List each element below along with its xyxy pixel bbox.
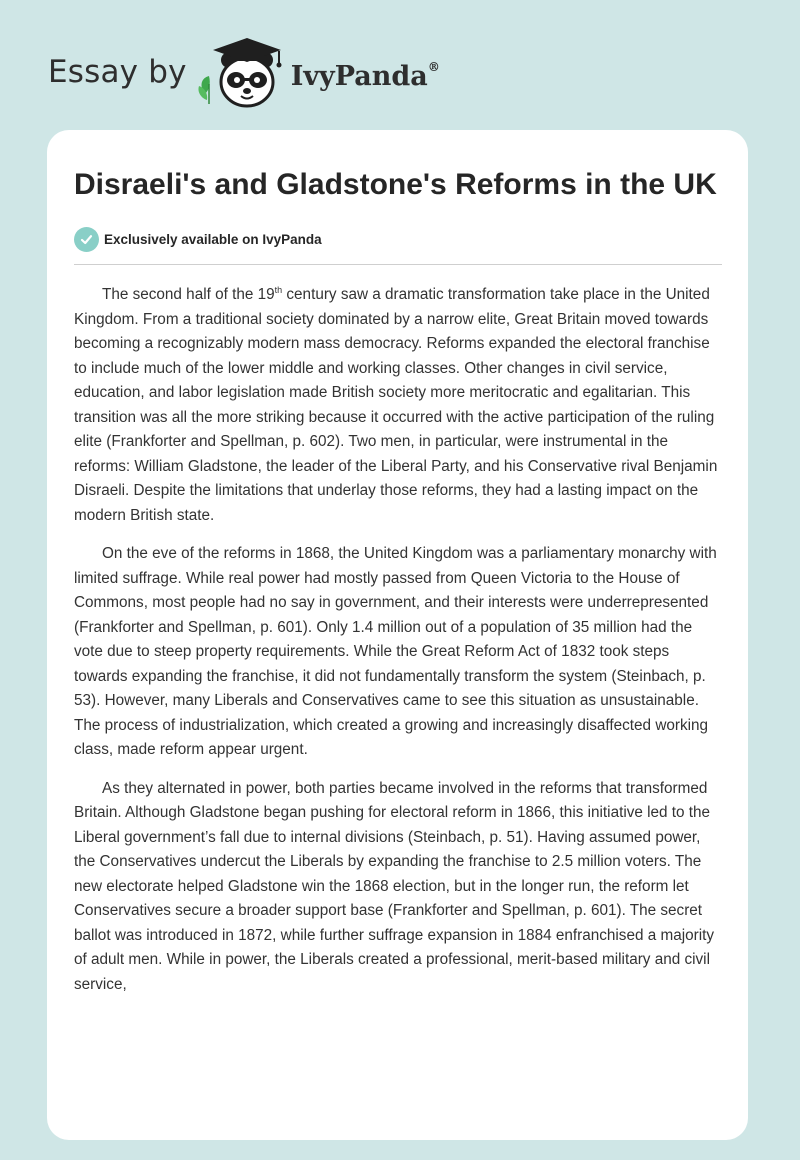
panda-graduate-icon[interactable] bbox=[195, 34, 291, 110]
paragraph-text: The second half of the 19 bbox=[102, 286, 275, 303]
registered-mark: ® bbox=[427, 59, 440, 74]
superscript: th bbox=[274, 284, 283, 295]
brand-prefix: Essay by bbox=[48, 54, 187, 90]
essay-card bbox=[47, 130, 748, 1140]
paragraph: As they alternated in power, both parties became involved in the reforms that transformed Britain. Although Gladstone began pushing for electoral reform in 1866, this initiative led to the Liberal government’s fall due to internal divisions (Steinbach, p. 51). Having assumed power, the Conservatives undercut the Liberals by expanding the franchise to 2.5 million voters. The new electorate helped Gladstone win the 1868 election, but in the longer run, the reform let Conservatives secure a broader support base (Frankforter and Spellman, p. 601). The secret ballot was introduced in 1872, while further suffrage expansion in 1884 enfranchised a majority of adult men. While in power, the Liberals created a professional, merit-based military and civil service, bbox=[74, 779, 715, 993]
exclusive-badge-label: Exclusively available on IvyPanda bbox=[104, 231, 322, 247]
paragraph: On the eve of the reforms in 1868, the United Kingdom was a parliamentary monarchy with limited suffrage. While real power had mostly passed from Queen Victoria to the House of Commons, most people had no say in government, and their interests were underrepresented (Frankforter and Spellman, p. 601). Only 1.4 million out of a population of 35 million had the vote due to steep property requirements. While the Great Reform Act of 1832 took steps towards expanding the franchise, it did not fundamentally transform the system (Steinbach, p. 53). However, many Liberals and Conservatives came to see this situation as unsustainable. The process of industrialization, which created a growing and increasingly disaffected working class, made reform appear urgent. bbox=[74, 545, 717, 758]
paragraph-text: century saw a dramatic transformation take place in the United Kingdom. From a traditional society dominated by a narrow elite, Great Britain moved towards becoming a recognizably modern mass democracy. Reforms expanded the electoral franchise to include much of the lower middle and working classes. Other changes in civil service, education, and labor legislation made British society more meritocratic and egalitarian. This transition was all the more striking because it occurred with the active participation of the ruling elite (Frankforter and Spellman, p. 602). Two men, in particular, were instrumental in the reforms: William Gladstone, the leader of the Liberal Party, and his Conservative rival Benjamin Disraeli. Despite the limitations that underlay those reforms, they had a lasting impact on the modern British state. bbox=[74, 286, 718, 524]
divider bbox=[74, 264, 722, 265]
site-header bbox=[48, 34, 440, 110]
essay-body bbox=[74, 283, 724, 997]
brand-name-text: IvyPanda bbox=[290, 60, 428, 92]
page-title: Disraeli's and Gladstone's Reforms in the UK bbox=[74, 168, 717, 201]
paragraph bbox=[74, 283, 724, 528]
exclusive-badge bbox=[74, 225, 721, 253]
check-icon bbox=[74, 227, 99, 252]
brand-name[interactable] bbox=[291, 61, 440, 92]
